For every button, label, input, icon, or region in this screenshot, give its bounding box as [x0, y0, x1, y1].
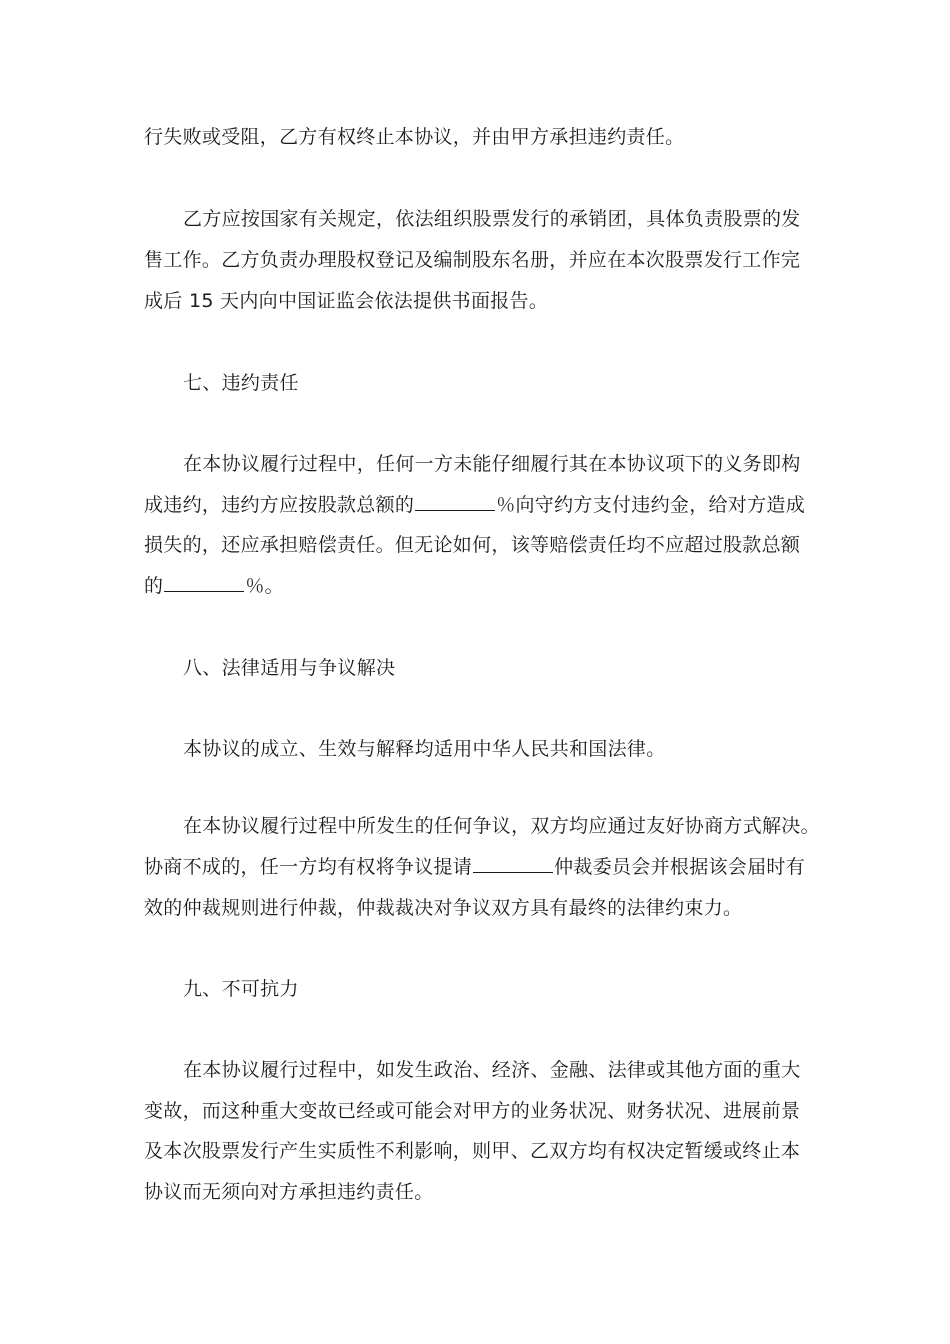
paragraph-line: [144, 493, 805, 517]
fill-in-blank[interactable]: [415, 494, 495, 511]
fill-in-blank[interactable]: [473, 856, 553, 873]
text-segment: 仲裁委员会并根据该会届时有: [554, 856, 806, 878]
text-segment: ％。: [245, 575, 284, 597]
text-segment: 成违约，违约方应按股款总额的: [144, 494, 415, 516]
paragraph-line: [144, 574, 284, 598]
paragraph-line: 在本协议履行过程中，如发生政治、经济、金融、法律或其他方面的重大: [183, 1059, 801, 1081]
paragraph-line: [144, 855, 805, 879]
paragraph-line: 售工作。乙方负责办理股权登记及编制股东名册，并应在本次股票发行工作完: [144, 249, 801, 271]
paragraph-line: 协议而无须向对方承担违约责任。: [144, 1181, 434, 1203]
section-heading-7: 七、违约责任: [183, 372, 299, 394]
paragraph-line: 成后 15 天内向中国证监会依法提供书面报告。: [144, 290, 549, 312]
paragraph-line: 在本协议履行过程中所发生的任何争议，双方均应通过友好协商方式解决。: [183, 815, 820, 837]
section-heading-8: 八、法律适用与争议解决: [183, 657, 396, 679]
paragraph-line: 本协议的成立、生效与解释均适用中华人民共和国法律。: [183, 738, 666, 760]
paragraph-line: 变故，而这种重大变故已经或可能会对甲方的业务状况、财务状况、进展前景: [144, 1100, 801, 1122]
section-heading-9: 九、不可抗力: [183, 978, 299, 1000]
paragraph-line: 及本次股票发行产生实质性不利影响，则甲、乙双方均有权决定暂缓或终止本: [144, 1140, 801, 1162]
paragraph-line: 在本协议履行过程中，任何一方未能仔细履行其在本协议项下的义务即构: [183, 453, 801, 475]
paragraph-line: 乙方应按国家有关规定，依法组织股票发行的承销团，具体负责股票的发: [183, 208, 801, 230]
paragraph-line: 行失败或受阻，乙方有权终止本协议，并由甲方承担违约责任。: [144, 126, 685, 148]
fill-in-blank[interactable]: [164, 575, 244, 592]
text-segment: 的: [144, 575, 164, 597]
text-segment: 协商不成的，任一方均有权将争议提请: [144, 856, 473, 878]
text-segment: ％向守约方支付违约金，给对方造成: [496, 494, 806, 516]
paragraph-line: 效的仲裁规则进行仲裁，仲裁裁决对争议双方具有最终的法律约束力。: [144, 897, 743, 919]
paragraph-line: 损失的，还应承担赔偿责任。但无论如何，该等赔偿责任均不应超过股款总额: [144, 534, 801, 556]
